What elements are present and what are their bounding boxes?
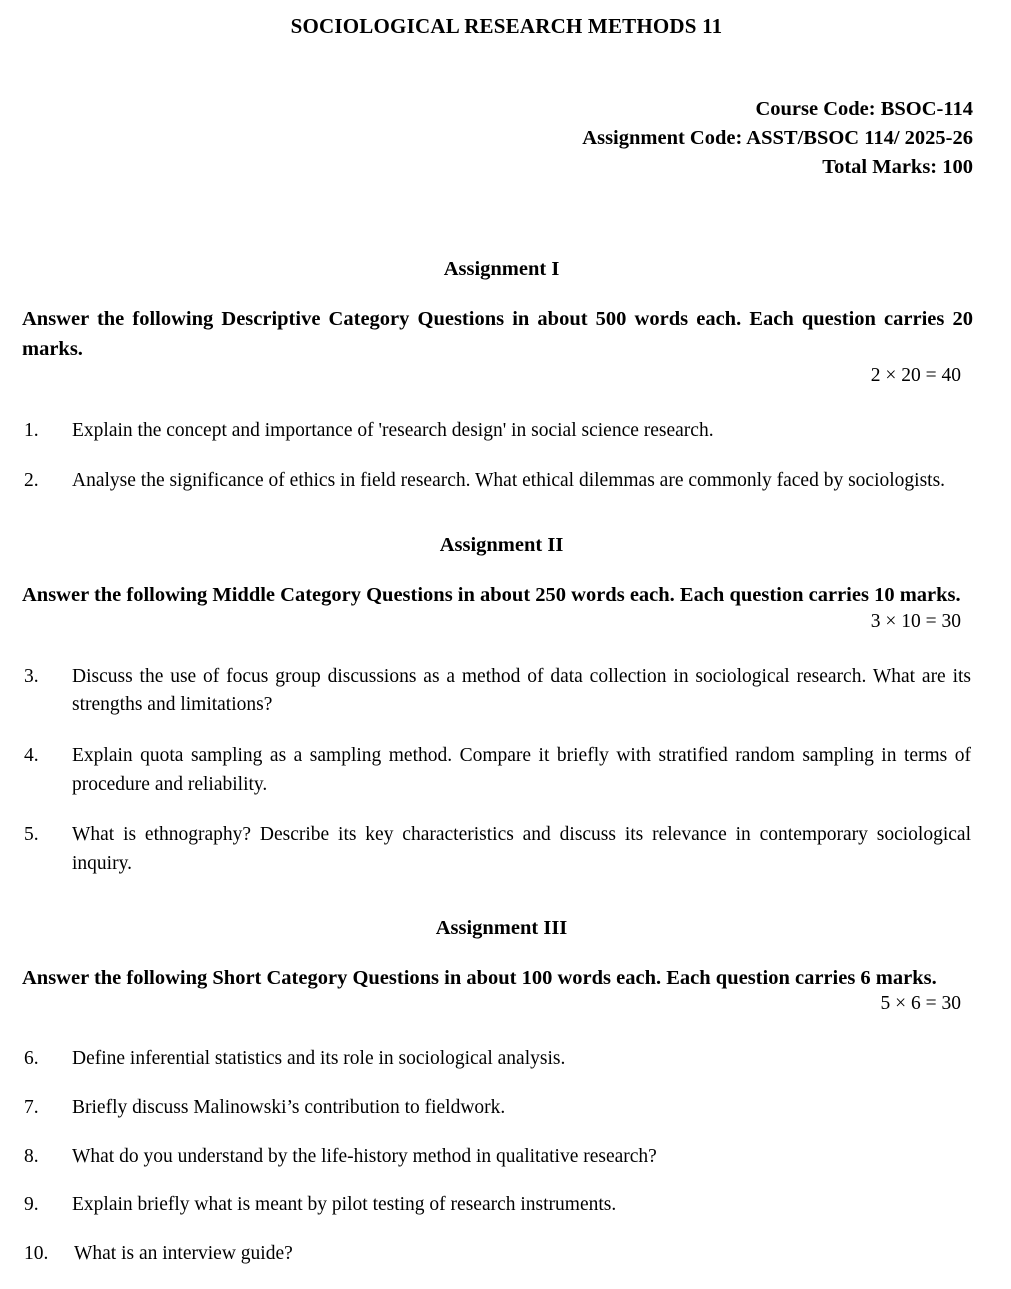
course-meta-block — [22, 95, 973, 182]
list-item — [22, 1143, 973, 1172]
list-item — [22, 1240, 973, 1269]
list-item — [22, 1045, 973, 1074]
list-item — [22, 742, 973, 799]
list-item — [22, 467, 973, 496]
question-text: Define inferential statistics and its role in sociological analysis. — [72, 1048, 566, 1070]
question-number: 7. — [24, 1097, 39, 1119]
question-text: Briefly discuss Malinowski’s contribution to fieldwork. — [72, 1097, 506, 1119]
section-instruction-2 — [22, 581, 973, 611]
section-marks-3: 5 × 6 = 30 — [880, 993, 961, 1015]
question-list-3 — [22, 1045, 973, 1268]
question-number: 3. — [24, 665, 39, 687]
question-text: Discuss the use of focus group discussions as a method of data collection in sociological research. What are its strengths and limitations? — [72, 665, 971, 716]
question-number: 4. — [24, 745, 39, 767]
total-marks: Total Marks: 100 — [822, 156, 973, 179]
question-list-1 — [22, 417, 973, 496]
section-marks-row-1 — [22, 365, 973, 387]
page-title: SOCIOLOGICAL RESEARCH METHODS 11 — [290, 14, 723, 38]
section-instruction-text-1: Answer the following Descriptive Category Questions in about 500 words each. Each question carries 20 marks. — [22, 308, 973, 361]
list-item — [22, 663, 973, 720]
question-number: 9. — [24, 1194, 39, 1216]
list-item — [22, 1094, 973, 1123]
question-list-2 — [22, 663, 973, 879]
question-text: Explain quota sampling as a sampling method. Compare it briefly with stratified random sampling in terms of procedure and reliability. — [72, 745, 971, 795]
section-assignment-2 — [22, 534, 973, 879]
section-assignment-1 — [22, 258, 973, 496]
list-item — [22, 417, 973, 446]
question-text: Analyse the significance of ethics in field research. What ethical dilemmas are commonly faced by sociologists. — [72, 470, 946, 492]
list-item — [22, 821, 973, 878]
question-number: 2. — [24, 470, 39, 492]
section-instruction-text-3: Answer the following Short Category Questions in about 100 words each. Each question carries 6 marks. — [22, 966, 937, 989]
question-number: 8. — [24, 1145, 39, 1167]
section-marks-row-3 — [22, 993, 973, 1015]
section-instruction-text-2: Answer the following Middle Category Questions in about 250 words each. Each question carries 10 marks. — [22, 584, 961, 607]
question-text: What is an interview guide? — [74, 1243, 293, 1265]
question-number: 10. — [24, 1243, 49, 1265]
section-marks-1: 2 × 20 = 40 — [870, 364, 961, 386]
question-text: What do you understand by the life-history method in qualitative research? — [72, 1145, 657, 1167]
question-text: Explain the concept and importance of 'research design' in social science research. — [72, 419, 714, 441]
list-item — [22, 1191, 973, 1220]
section-assignment-3 — [22, 917, 973, 1269]
section-marks-row-2 — [22, 611, 973, 633]
section-heading-3: Assignment III — [435, 916, 568, 939]
question-text: Explain briefly what is meant by pilot testing of research instruments. — [72, 1194, 617, 1216]
question-text: What is ethnography? Describe its key characteristics and discuss its relevance in contemporary sociological inquiry. — [72, 824, 971, 875]
course-code: Course Code: BSOC-114 — [755, 98, 973, 120]
section-heading-1: Assignment I — [443, 258, 560, 281]
question-number: 6. — [24, 1048, 39, 1070]
section-instruction-3 — [22, 964, 973, 994]
section-instruction-1 — [22, 305, 973, 364]
question-number: 5. — [24, 824, 39, 846]
section-marks-2: 3 × 10 = 30 — [870, 610, 961, 632]
assignment-code: Assignment Code: ASST/BSOC 114/ 2025-26 — [582, 127, 973, 150]
section-heading-2: Assignment II — [439, 534, 564, 557]
question-number: 1. — [24, 419, 39, 441]
